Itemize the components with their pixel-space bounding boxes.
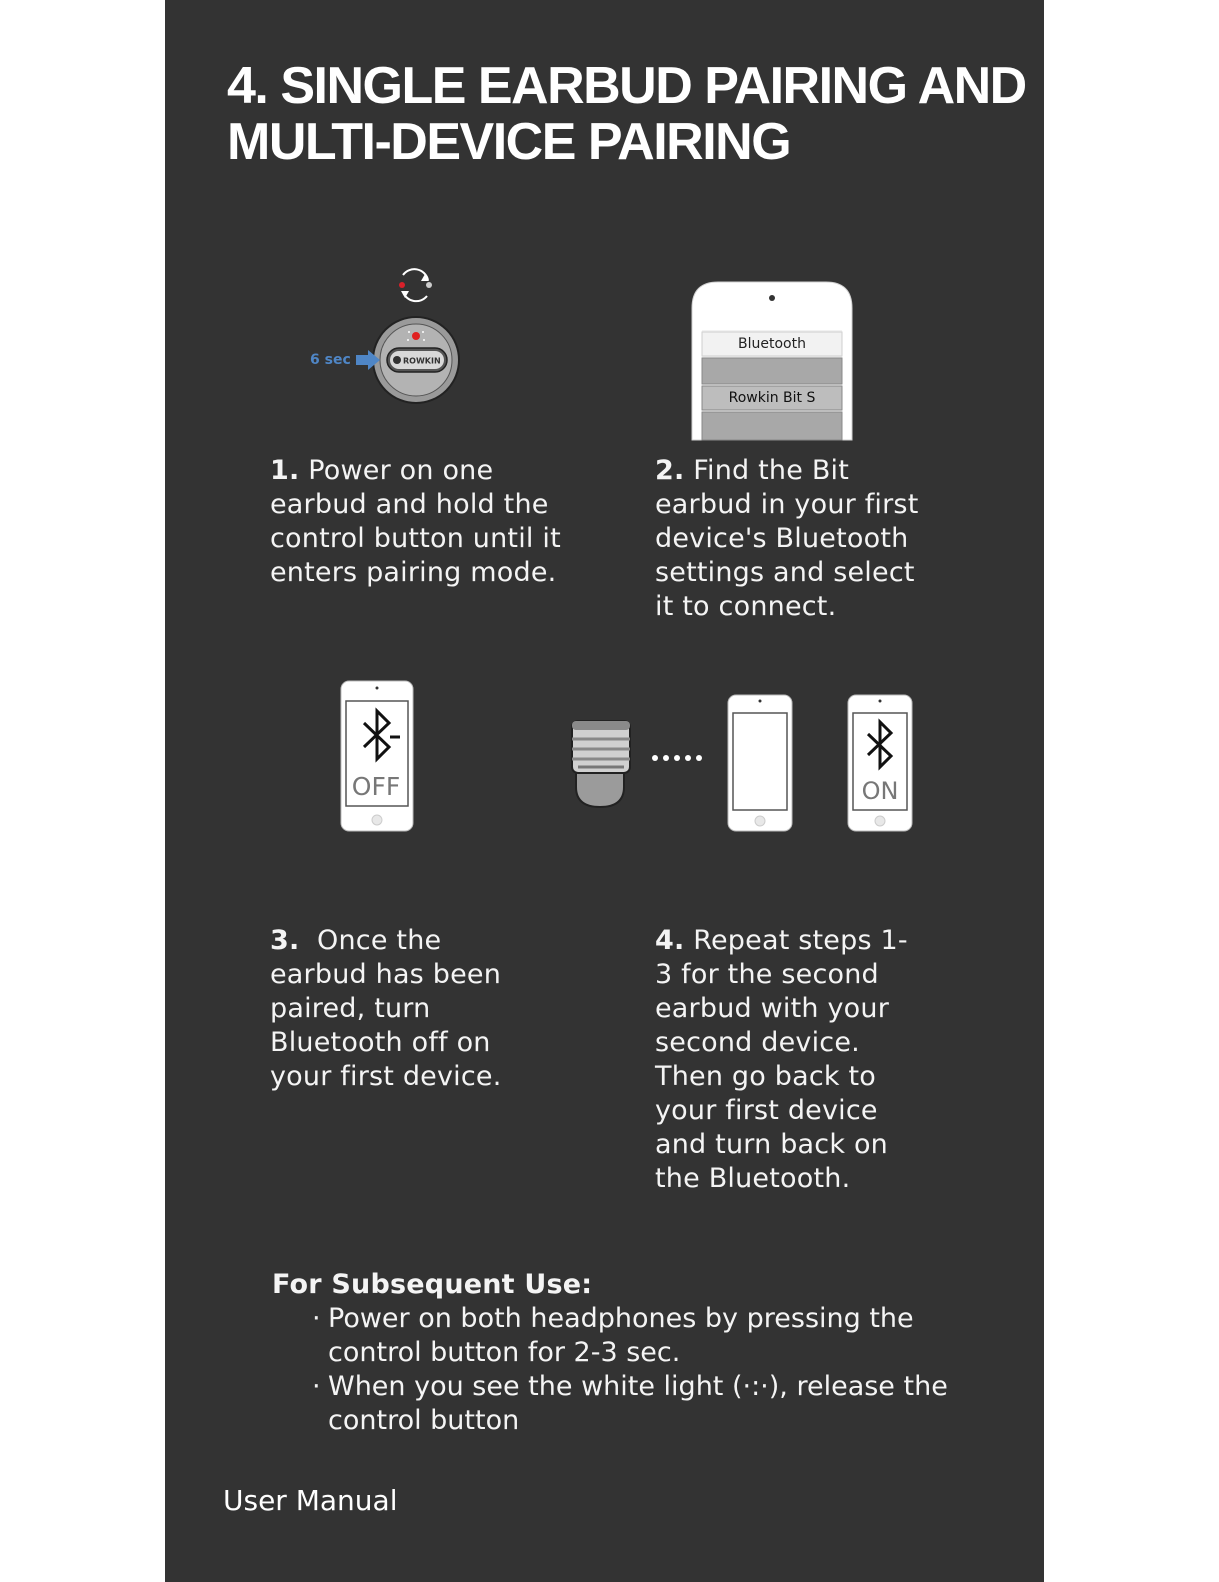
empty-device-row xyxy=(702,358,842,384)
bullet-icon: · xyxy=(312,1371,321,1402)
step-number: 2. xyxy=(655,455,685,486)
step-number: 1. xyxy=(270,455,300,486)
step-4-text xyxy=(655,924,925,1196)
step-3-text xyxy=(270,924,530,1094)
footer-label: User Manual xyxy=(223,1484,398,1517)
step-number: 4. xyxy=(655,925,685,956)
bluetooth-off-label: OFF xyxy=(351,772,401,801)
phone-bluetooth-off-illustration xyxy=(340,680,416,834)
rowkin-device-label: Rowkin Bit S xyxy=(728,390,816,406)
bullet-text: When you see the white light (·:·), release the control button xyxy=(328,1371,948,1436)
bullet-icon: · xyxy=(312,1303,321,1334)
duration-label: 6 sec xyxy=(310,352,351,368)
step-2-text xyxy=(655,454,940,624)
step-1-text xyxy=(270,454,590,590)
empty-device-row xyxy=(702,412,842,440)
manual-page xyxy=(165,0,1044,1582)
cycle-icon xyxy=(399,269,432,301)
bluetooth-on-label: ON xyxy=(861,777,899,805)
phone-bluetooth-settings-illustration xyxy=(690,280,860,445)
list-item xyxy=(272,1302,992,1370)
step-description: Repeat steps 1-3 for the second earbud with your second device. Then go back to your first device and turn back on the Bluetooth. xyxy=(655,925,908,1194)
earbud-icon xyxy=(373,317,459,403)
step-description: Find the Bit earbud in your first device's Bluetooth settings and select it to connect. xyxy=(655,455,919,622)
step-description: Once the earbud has been paired, turn Bluetooth off on your first device. xyxy=(270,925,510,1092)
phone-bluetooth-on-illustration xyxy=(847,694,915,834)
page-title: 4. SINGLE EARBUD PAIRING AND MULTI-DEVICE PAIRING xyxy=(227,57,1026,171)
brand-label: ROWKIN xyxy=(403,356,441,366)
bullet-text: Power on both headphones by pressing the control button for 2-3 sec. xyxy=(328,1303,914,1368)
bluetooth-menu-header: Bluetooth xyxy=(738,336,806,352)
step-description: Power on one earbud and hold the control button until it enters pairing mode. xyxy=(270,455,561,588)
second-phone-icon xyxy=(727,694,795,834)
earbud-body-icon xyxy=(570,717,634,809)
list-item xyxy=(272,1370,992,1438)
connection-dots-icon xyxy=(650,753,710,763)
subsequent-use-heading: For Subsequent Use: xyxy=(272,1269,593,1300)
subsequent-use-section xyxy=(272,1268,992,1438)
earbud-pairing-illustration xyxy=(305,266,475,416)
step-number: 3. xyxy=(270,925,300,956)
